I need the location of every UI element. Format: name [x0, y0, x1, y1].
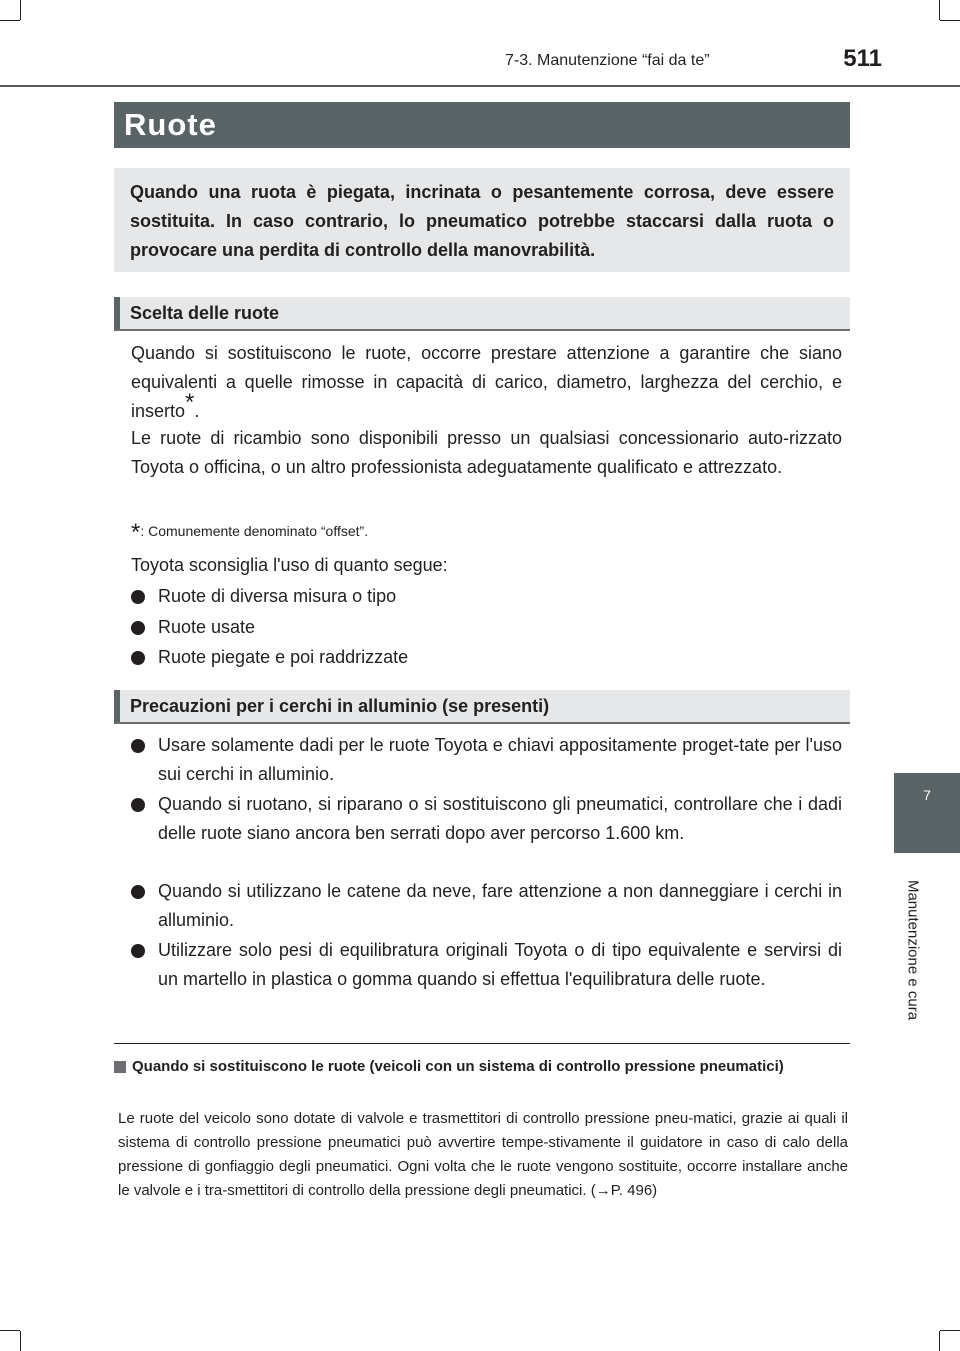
list-item-text: Ruote piegate e poi raddrizzate [158, 647, 409, 667]
footnote-text: : Comunemente denominato “offset”. [140, 523, 369, 539]
crop-mark [939, 1331, 940, 1351]
header-rule [0, 85, 960, 87]
list-item-text: Ruote usate [158, 617, 256, 637]
chapter-number: 7 [923, 787, 931, 803]
section-separator [114, 1043, 850, 1044]
footnote-star: * [131, 519, 141, 546]
crop-mark [939, 0, 940, 20]
page-title: Ruote [124, 107, 217, 142]
intro-box [114, 168, 850, 272]
chapter-tab [894, 773, 960, 853]
crop-mark [940, 1330, 960, 1331]
section-heading-aluminium-rims [114, 690, 850, 724]
crop-mark [0, 1330, 20, 1331]
section-heading-text: Precauzioni per i cerchi in alluminio (se presenti) [130, 696, 550, 716]
list-item-text: Quando si ruotano, si riparano o si sostituiscono gli pneumatici, controllare che i dadi delle ruote siano ancora ben serrati dopo aver percorso 1.600 km. [158, 794, 842, 843]
section-heading-text: Scelta delle ruote [130, 303, 280, 323]
bullet-icon [131, 590, 145, 604]
info-body: Le ruote del veicolo sono dotate di valvole e trasmettitori di controllo pressione pneu-matici, grazie ai quali il sistema di controllo pressione pneumatici può avvertire tempe-stivamente il guidatore in caso di calo della pressione di gonfiaggio degli pneumatici. Ogni volta che le ruote vengono sostituite, occorre installare anche le valvole e i tra-smettitori di controllo della pressione degli pneumatici. (→P. 496) [118, 1110, 848, 1199]
info-heading-text: Quando si sostituiscono le ruote (veicoli con un sistema di controllo pressione pneumatici) [132, 1058, 784, 1075]
list-item [131, 731, 842, 789]
bullet-icon [131, 651, 145, 665]
page-title-bar [114, 102, 850, 148]
list-item [131, 936, 842, 994]
bullet-icon [131, 739, 145, 753]
bullet-icon [131, 621, 145, 635]
list-item-text: Quando si utilizzano le catene da neve, fare attenzione a non danneggiare i cerchi in alluminio. [158, 881, 842, 930]
crop-mark [20, 0, 21, 20]
list-item-text: Usare solamente dadi per le ruote Toyota e chiavi appositamente proget-tate per l'uso sui cerchi in alluminio. [158, 735, 842, 784]
paragraph-spare-wheels: Le ruote di ricambio sono disponibili presso un qualsiasi concessionario auto-rizzato Toyota o officina, o un altro professionista adeguatamente qualificato e attrezzato. [131, 428, 842, 477]
paragraph-end: . [194, 401, 200, 421]
list-item-text: Ruote di diversa misura o tipo [158, 586, 397, 606]
list-item [131, 643, 842, 672]
list-item [131, 877, 842, 935]
crop-mark [0, 20, 20, 21]
chapter-label [893, 870, 933, 1030]
page-number: 511 [843, 45, 882, 72]
paragraph-text: Quando si sostituiscono le ruote, occorre prestare attenzione a garantire che siano equivalenti a quelle rimosse in capacità di carico, diametro, larghezza del cerchio, e inserto [131, 343, 842, 421]
list-item [131, 613, 842, 642]
footnote [131, 515, 369, 546]
list-item [131, 582, 842, 611]
list-item-text: Utilizzare solo pesi di equilibratura originali Toyota o di tipo equivalente e servirsi di un martello in plastica o gomma quando si effettua l'equilibratura delle ruote. [158, 940, 842, 989]
paragraph-lead: Toyota sconsiglia l'uso di quanto segue: [131, 555, 448, 575]
info-heading [114, 1056, 850, 1078]
intro-text: Quando una ruota è piegata, incrinata o pesantemente corrosa, deve essere sostituita. In caso contrario, lo pneumatico potrebbe staccarsi dalla ruota o provocare una perdita di controllo della manovrabilità. [130, 182, 834, 260]
running-header-section: 7-3. Manutenzione “fai da te” [505, 52, 710, 69]
bullet-icon [131, 944, 145, 958]
paragraph-wheel-equivalence [131, 339, 842, 426]
square-bullet-icon [114, 1061, 126, 1073]
section-heading-wheel-choice [114, 297, 850, 331]
crop-mark [20, 1331, 21, 1351]
crop-mark [940, 20, 960, 21]
bullet-icon [131, 798, 145, 812]
chapter-label-text: Manutenzione e cura [904, 879, 922, 1021]
list-item [131, 790, 842, 848]
footnote-marker: * [185, 389, 195, 416]
bullet-icon [131, 885, 145, 899]
